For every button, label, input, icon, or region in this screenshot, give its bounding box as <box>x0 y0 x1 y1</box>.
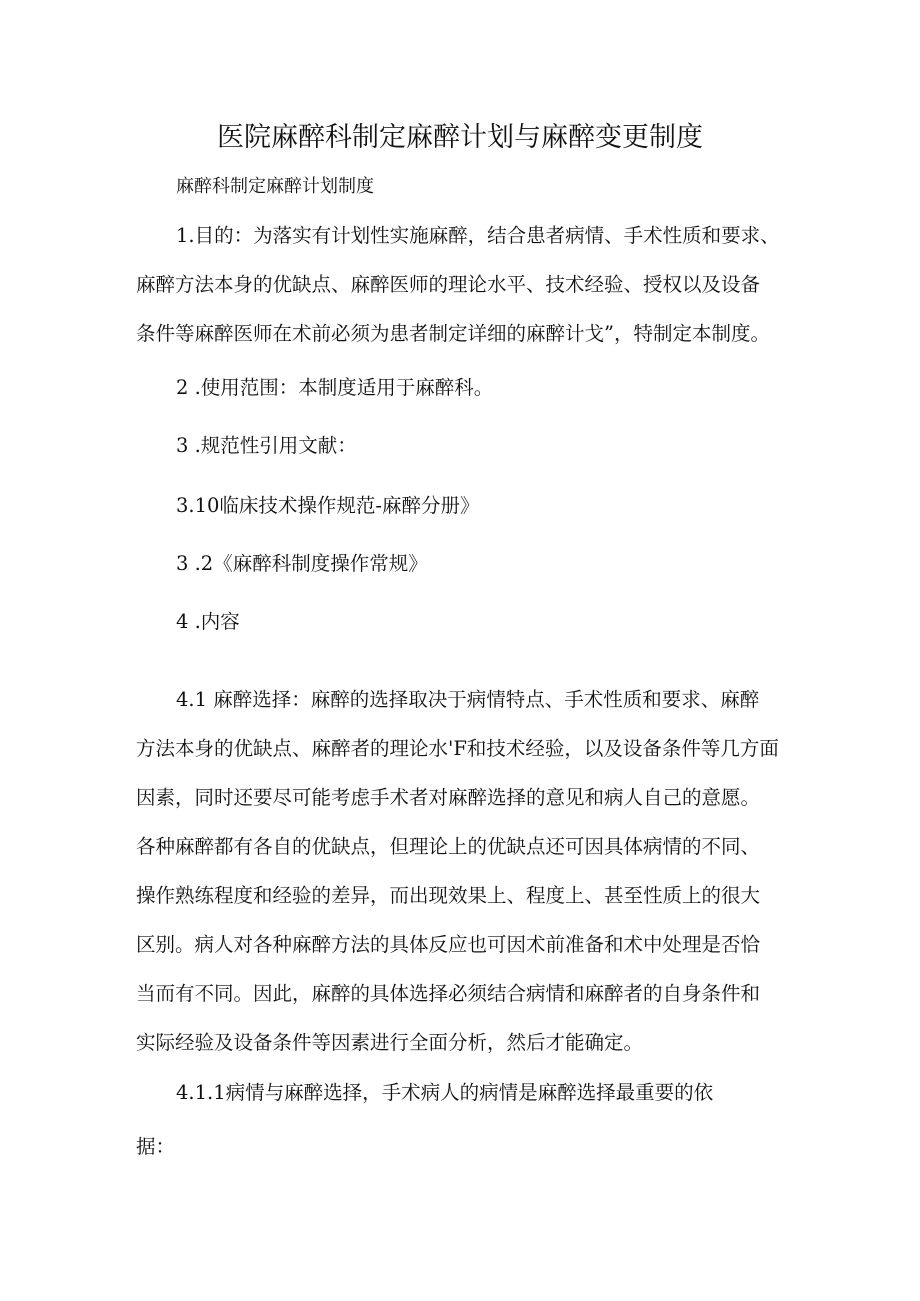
paragraph-line: 3 .2《麻醉科制度操作常规》 <box>176 552 428 575</box>
paragraph-line: 因素，同时还要尽可能考虑手术者对麻醉选择的意见和病人自己的意愿。 <box>136 786 761 809</box>
paragraph-line: 方法本身的优缺点、麻醉者的理论水'F和技术经验，以及设备条件等几方面 <box>136 737 779 760</box>
paragraph-line: 4.1 麻醉选择：麻醉的选择取决于病情特点、手术性质和要求、麻醉 <box>176 688 760 711</box>
paragraph-line: 区别。病人对各种麻醉方法的具体反应也可因术前准备和术中处理是否恰 <box>136 933 761 956</box>
paragraph-line: 1.目的：为落实有计划性实施麻醉，结合患者病情、手术性质和要求、 <box>176 224 780 247</box>
paragraph-line: 4.1.1病情与麻醉选择，手术病人的病情是麻醉选择最重要的依 <box>176 1081 714 1104</box>
paragraph-line: 4 .内容 <box>176 610 240 633</box>
paragraph-line: 麻醉方法本身的优缺点、麻醉医师的理论水平、技术经验、授权以及设备 <box>136 273 761 296</box>
paragraph-line: 条件等麻醉医师在术前必须为患者制定详细的麻醉计戈”，特制定本制度。 <box>136 322 770 345</box>
paragraph-line: 各种麻醉都有各自的优缺点，但理论上的优缺点还可因具体病情的不同、 <box>136 835 761 858</box>
paragraph-line: 操作熟练程度和经验的差异，而出现效果上、程度上、甚至性质上的很大 <box>136 884 761 907</box>
paragraph-line: 据： <box>136 1135 176 1158</box>
section-heading: 麻醉科制定麻醉计划制度 <box>176 176 374 197</box>
paragraph-line: 3 .规范性引用文献： <box>176 434 357 457</box>
paragraph-line: 2 .使用范围：本制度适用于麻醉科。 <box>176 376 494 399</box>
paragraph-line: 实际经验及设备条件等因素进行全面分析，然后才能确定。 <box>136 1031 644 1054</box>
document-title: 医院麻醉科制定麻醉计划与麻醉变更制度 <box>217 122 703 153</box>
paragraph-line: 3.10临床技术操作规范-麻醉分册》 <box>176 494 480 517</box>
paragraph-line: 当而有不同。因此，麻醉的具体选择必须结合病情和麻醉者的自身条件和 <box>136 982 761 1005</box>
